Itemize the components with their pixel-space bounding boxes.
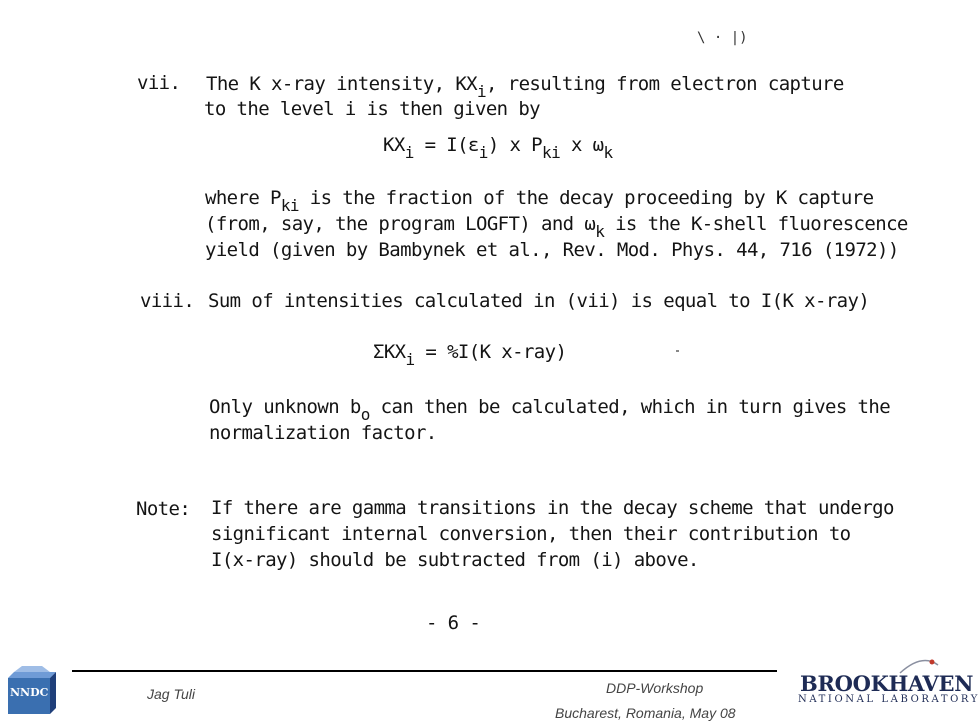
footer-event: DDP-Workshop	[606, 680, 704, 696]
where-line2: (from, say, the program LOGFT) and $\omega_k$ is the K-shell fluorescence	[205, 213, 908, 241]
where-line3: yield (given by Bambynek et al., Rev. Mod. Phys. 44, 716 (1972))	[205, 239, 899, 261]
footer-author: Jag Tuli	[147, 686, 195, 702]
only-line1: Only unknown $b_o$ can then be calculated, which in turn gives the	[209, 396, 891, 424]
where-line1: where $P_{ki}$ is the fraction of the decay proceeding by K capture	[205, 187, 874, 215]
page-number: - 6 -	[426, 612, 481, 634]
footer-divider	[72, 670, 777, 672]
equation-kx: $KX_i = I(\varepsilon_i)$ x $P_{ki}$ x $\omega_k$	[383, 134, 613, 162]
nndc-logo-text: NNDC	[10, 686, 49, 699]
brookhaven-subtitle: NATIONAL LABORATORY	[798, 694, 980, 705]
brookhaven-logo	[792, 655, 980, 715]
item-viii-line1: Sum of intensities calculated in (vii) is equal to I(K x-ray)	[208, 290, 870, 312]
scan-speck	[676, 350, 679, 352]
note-line2: significant internal conversion, then their contribution to	[211, 523, 851, 545]
only-line2: normalization factor.	[209, 422, 437, 444]
item-viii-label: viii.	[140, 290, 195, 312]
item-vii-label: vii.	[137, 72, 181, 94]
brookhaven-name: BROOKHAVEN	[800, 671, 974, 696]
item-vii-line2: to the level i is then given by	[204, 98, 541, 120]
note-line1: If there are gamma transitions in the decay scheme that undergo	[211, 497, 894, 519]
equation-sum: $\Sigma KX_i = \%I(K$ x-ray)	[373, 341, 567, 369]
page-top-fragment: \ · |)	[697, 30, 748, 46]
footer-location: Bucharest, Romania, May 08	[555, 705, 736, 721]
note-line3: I(x-ray) should be subtracted from (i) above.	[211, 549, 699, 571]
nndc-logo	[2, 664, 58, 716]
note-label: Note:	[136, 498, 191, 520]
item-vii-line1: The K x-ray intensity, $KX_i$, resulting from electron capture	[206, 73, 844, 101]
